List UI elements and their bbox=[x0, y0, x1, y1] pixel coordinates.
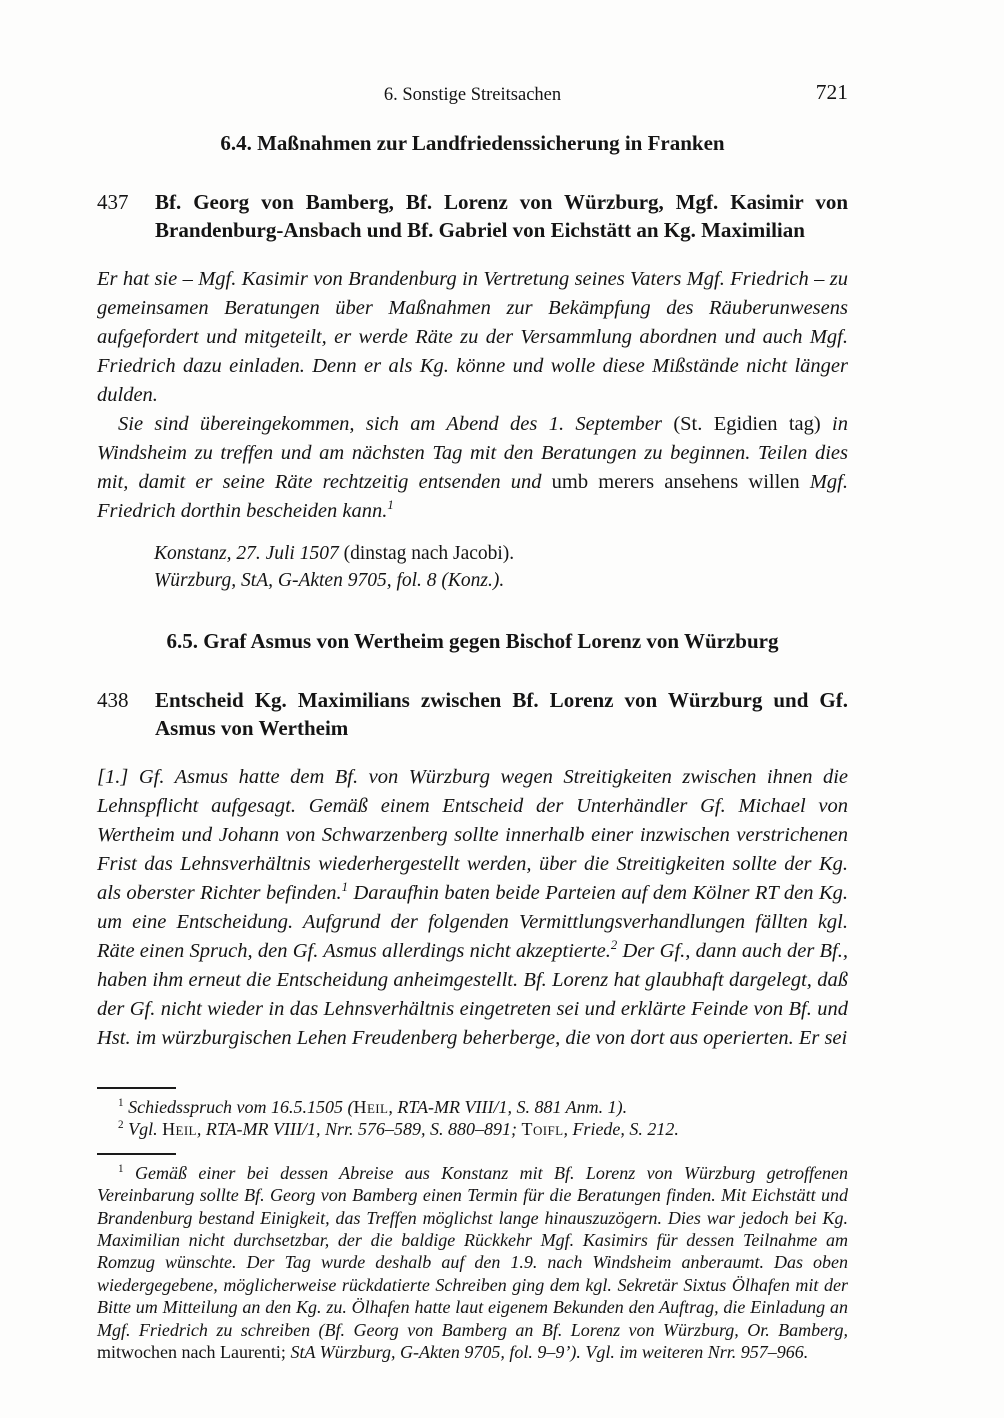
text-run: umb merers ansehens willen bbox=[551, 471, 810, 493]
text-run: [1.] Gf. Asmus hatte dem Bf. von Würzburg wegen Streitigkeiten zwischen ihnen die Lehnspflicht aufgesagt. Gemäß einem Entscheid der Unterhändler Gf. Michael von Wertheim und Johann von Schwarzenberg sollte innerhalb einer inzwischen verstrichenen Frist das Lehnsverhältnis wiederhergestellt werden, über die Streitigkeiten sollte der Kg. als oberster Richter befinden. bbox=[97, 766, 848, 904]
section-heading-6-4: 6.4. Maßnahmen zur Landfriedenssicherung in Franken bbox=[220, 131, 725, 155]
entry-437-heading bbox=[97, 188, 848, 244]
text-run: Mgf. Friedrich dorthin bescheiden kann. bbox=[97, 471, 848, 522]
author-name: Heil bbox=[162, 1119, 197, 1140]
text-run: Vgl. bbox=[128, 1119, 163, 1140]
text-run: Gemäß einer bei dessen Abreise aus Konstanz mit Bf. Lorenz von Würzburg getroffenen Vereinbarung sollte Bf. Georg von Bamberg einen Termin für die Beratungen finden. Mit Eichstätt und Brandenburg bestand Einigkeit, das Treffen möglichst lange hinauszuzögern. Dies war jedoch bei Kg. Maximilian nicht durchsetzbar, der die baldige Rückkehr Mgf. Kasimirs für dessen Teilnahme am Romzug wünschte. Der Tag wurde deshalb auf den 1.9. nach Windsheim anberaumt. Das oben wiedergegebene, möglicherweise rückdatierte Schreiben ging dem kgl. Sekretär Sixtus Ölhafen mit der Bitte um Mitteilung an den Kg. zu. Ölhafen hatte laut eigenem Bekunden den Auftrag, die Einladung an Mgf. Friedrich zu schreiben (Bf. Georg von Bamberg an Bf. Lorenz von Würzburg, Or. Bamberg, bbox=[97, 1162, 848, 1340]
footnote-marker: 1 bbox=[118, 1097, 124, 1109]
text-run: Daraufhin baten beide Parteien auf dem Kölner RT den Kg. um eine Entscheidung. Aufgrund der folgenden Vermittlungsverhandlungen fällten kgl. Räte einen Spruch, den Gf. Asmus allerdings nicht akzeptierte. bbox=[97, 882, 848, 962]
footnote-separator bbox=[97, 1153, 176, 1155]
page-number: 721 bbox=[815, 80, 848, 104]
author-name: Toifl bbox=[521, 1119, 564, 1140]
entry-438-footnotes bbox=[97, 1096, 848, 1141]
footnote-marker: 1 bbox=[387, 498, 394, 513]
text-run: Konstanz, 27. Juli 1507 bbox=[154, 543, 344, 564]
entry-437-title: Bf. Georg von Bamberg, Bf. Lorenz von Würzburg, Mgf. Kasimir von Brandenburg-Ansbach und Bf. Gabriel von Eichstätt an Kg. Maximilian bbox=[155, 190, 848, 242]
footnote-separator bbox=[97, 1087, 176, 1089]
running-head-title: 6. Sonstige Streitsachen bbox=[383, 85, 562, 105]
text-run: Der Gf., dann auch der Bf., haben ihm erneut die Entscheidung anheimgestellt. Bf. Lorenz hat glaubhaft dargelegt, daß der Gf. nicht wieder in das Lehnsverhältnis eingetreten sei und erklärte Feinde von Bf. und Hst. im würzburgischen Lehen Freudenberg beherberge, die von dort aus operierten. Er sei bbox=[97, 940, 849, 1049]
entry-437-source bbox=[154, 540, 848, 594]
footnote-marker: 2 bbox=[118, 1119, 124, 1132]
footnote-marker: 2 bbox=[610, 938, 618, 953]
text-run: , RTA-MR VIII/1, Nrr. 576–589, S. 880–891; bbox=[196, 1119, 522, 1140]
footnote-marker: 1 bbox=[341, 880, 349, 895]
text-run: StA Würzburg, G-Akten 9705, fol. 9–9’). Vgl. im weiteren Nrr. 957–966. bbox=[290, 1342, 809, 1363]
entry-437-number: 437 bbox=[97, 190, 129, 214]
footnote-437-1 bbox=[97, 1162, 848, 1364]
entry-438-heading bbox=[97, 686, 848, 742]
source-line: Würzburg, StA, G-Akten 9705, fol. 8 (Konz.). bbox=[154, 570, 505, 591]
author-name: Heil bbox=[353, 1097, 389, 1117]
text-run: , Friede, S. 212. bbox=[563, 1119, 679, 1140]
text-run: , RTA-MR VIII/1, S. 881 Anm. 1). bbox=[388, 1097, 628, 1117]
entry-438-number: 438 bbox=[97, 688, 129, 712]
source-line bbox=[154, 540, 848, 567]
text-run: Sie sind übereingekommen, sich am Abend des 1. September bbox=[118, 413, 674, 435]
footnote-marker: 1 bbox=[118, 1162, 124, 1175]
running-head bbox=[97, 80, 848, 106]
text-run: Schiedsspruch vom 16.5.1505 ( bbox=[128, 1097, 354, 1117]
text-run: (dinstag nach Jacobi). bbox=[343, 543, 515, 564]
entry-437-paragraph-2 bbox=[97, 410, 848, 526]
footnote-438-2 bbox=[97, 1118, 848, 1140]
text-run: mitwochen nach Laurenti; bbox=[97, 1342, 291, 1363]
section-heading-6-5: 6.5. Graf Asmus von Wertheim gegen Bischof Lorenz von Würzburg bbox=[166, 629, 779, 653]
entry-438-title: Entscheid Kg. Maximilians zwischen Bf. Lorenz von Würzburg und Gf. Asmus von Wertheim bbox=[155, 688, 848, 740]
entry-438-paragraph bbox=[97, 763, 848, 1053]
entry-437-paragraph-1: Er hat sie – Mgf. Kasimir von Brandenburg in Vertretung seines Vaters Mgf. Friedrich – zu gemeinsamen Beratungen über Maßnahmen zur Bekämpfung des Räuberunwesens aufgefordert und mitgeteilt, er werde Räte zu der Versammlung abordnen und auch Mgf. Friedrich dazu einladen. Denn er als Kg. könne und wolle diese Mißstände nicht länger dulden. bbox=[97, 268, 848, 406]
footnote-438-1 bbox=[97, 1096, 848, 1118]
text-run: in Windsheim zu treffen und am nächsten Tag mit den Beratungen zu beginnen. Teilen dies mit, damit er seine Räte rechtzeitig entsenden und bbox=[97, 413, 848, 493]
text-run: (St. Egidien tag) bbox=[673, 413, 833, 435]
